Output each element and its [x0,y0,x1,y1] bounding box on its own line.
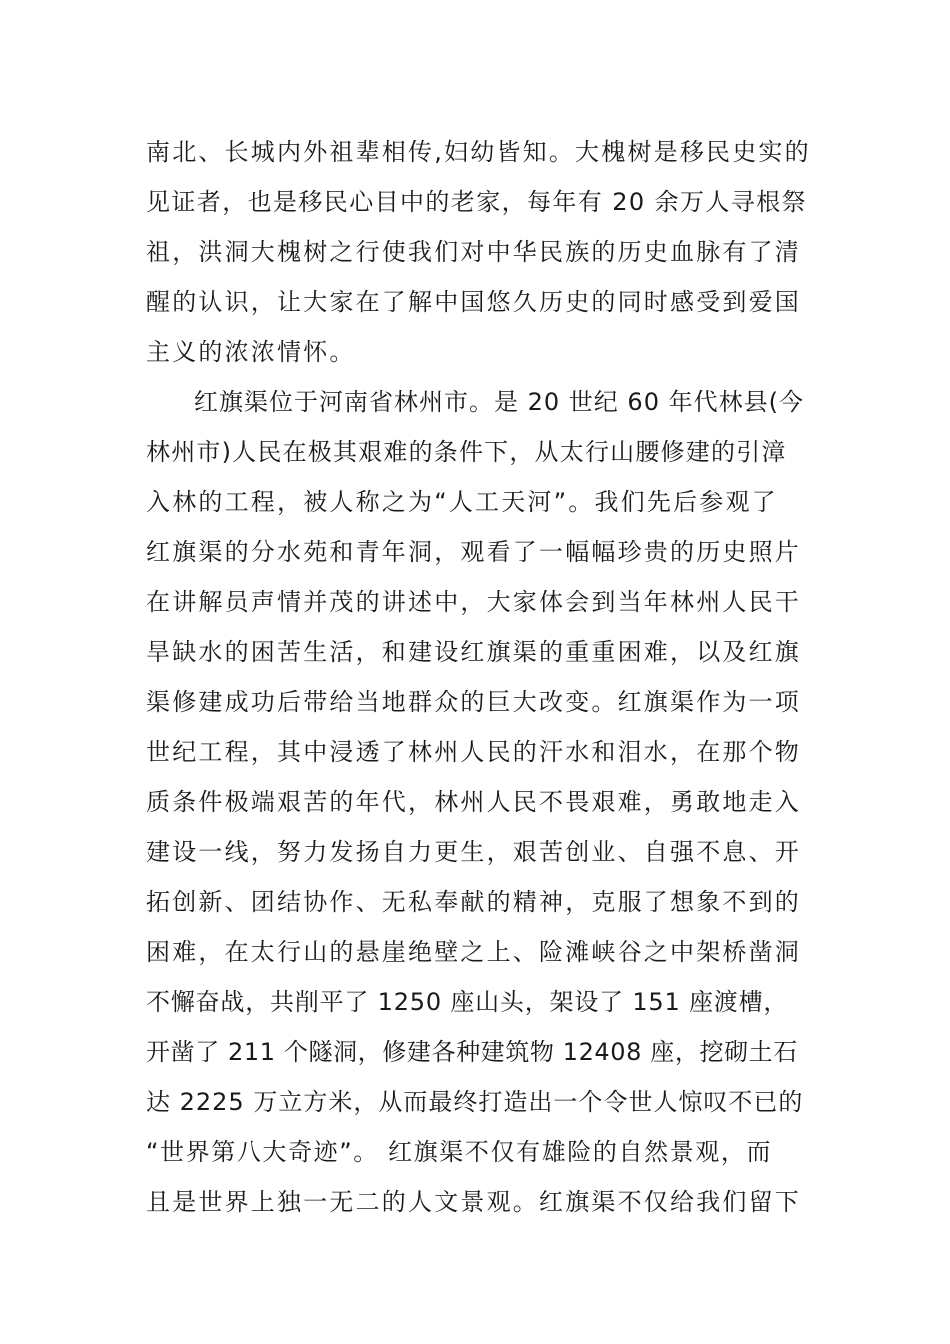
text-line: 在讲解员声情并茂的讲述中，大家体会到当年林州人民干 [146,588,801,616]
text-line: 渠修建成功后带给当地群众的巨大改变。红旗渠作为一项 [146,688,801,716]
text-line: 达 2225 万立方米，从而最终打造出一个令世人惊叹不已的 [146,1088,804,1116]
text-line: 困难，在太行山的悬崖绝壁之上、险滩峡谷之中架桥凿洞 [146,938,801,966]
text-line: 祖，洪洞大槐树之行使我们对中华民族的历史血脉有了清 [146,238,801,266]
text-line: 红旗渠位于河南省林州市。是 20 世纪 60 年代林县(今 [194,388,804,416]
text-line: 质条件极端艰苦的年代，林州人民不畏艰难，勇敢地走入 [146,788,801,816]
text-line: 旱缺水的困苦生活，和建设红旗渠的重重困难，以及红旗 [146,638,801,666]
text-line: 醒的认识，让大家在了解中国悠久历史的同时感受到爱国 [146,288,801,316]
text-line: 不懈奋战，共削平了 1250 座山头，架设了 151 座渡槽， [146,988,789,1016]
text-line: 红旗渠的分水苑和青年洞，观看了一幅幅珍贵的历史照片 [146,538,801,566]
text-line: 林州市)人民在极其艰难的条件下，从太行山腰修建的引漳 [146,438,787,466]
text-line: 南北、长城内外祖辈相传,妇幼皆知。大槐树是移民史实的 [146,138,811,166]
text-line: 主义的浓浓情怀。 [146,338,356,366]
text-line: 见证者，也是移民心目中的老家，每年有 20 余万人寻根祭 [146,188,807,216]
text-line: 且是世界上独一无二的人文景观。红旗渠不仅给我们留下 [146,1188,801,1216]
text-line: 世纪工程，其中浸透了林州人民的汗水和泪水，在那个物 [146,738,801,766]
text-line: “世界第八大奇迹”。 红旗渠不仅有雄险的自然景观，而 [146,1138,773,1166]
text-line: 入林的工程，被人称之为“人工天河”。我们先后参观了 [146,488,778,516]
text-line: 建设一线，努力发扬自力更生，艰苦创业、自强不息、开 [146,838,801,866]
text-line: 开凿了 211 个隧洞，修建各种建筑物 12408 座，挖砌土石 [146,1038,798,1066]
text-line: 拓创新、团结协作、无私奉献的精神，克服了想象不到的 [146,888,801,916]
